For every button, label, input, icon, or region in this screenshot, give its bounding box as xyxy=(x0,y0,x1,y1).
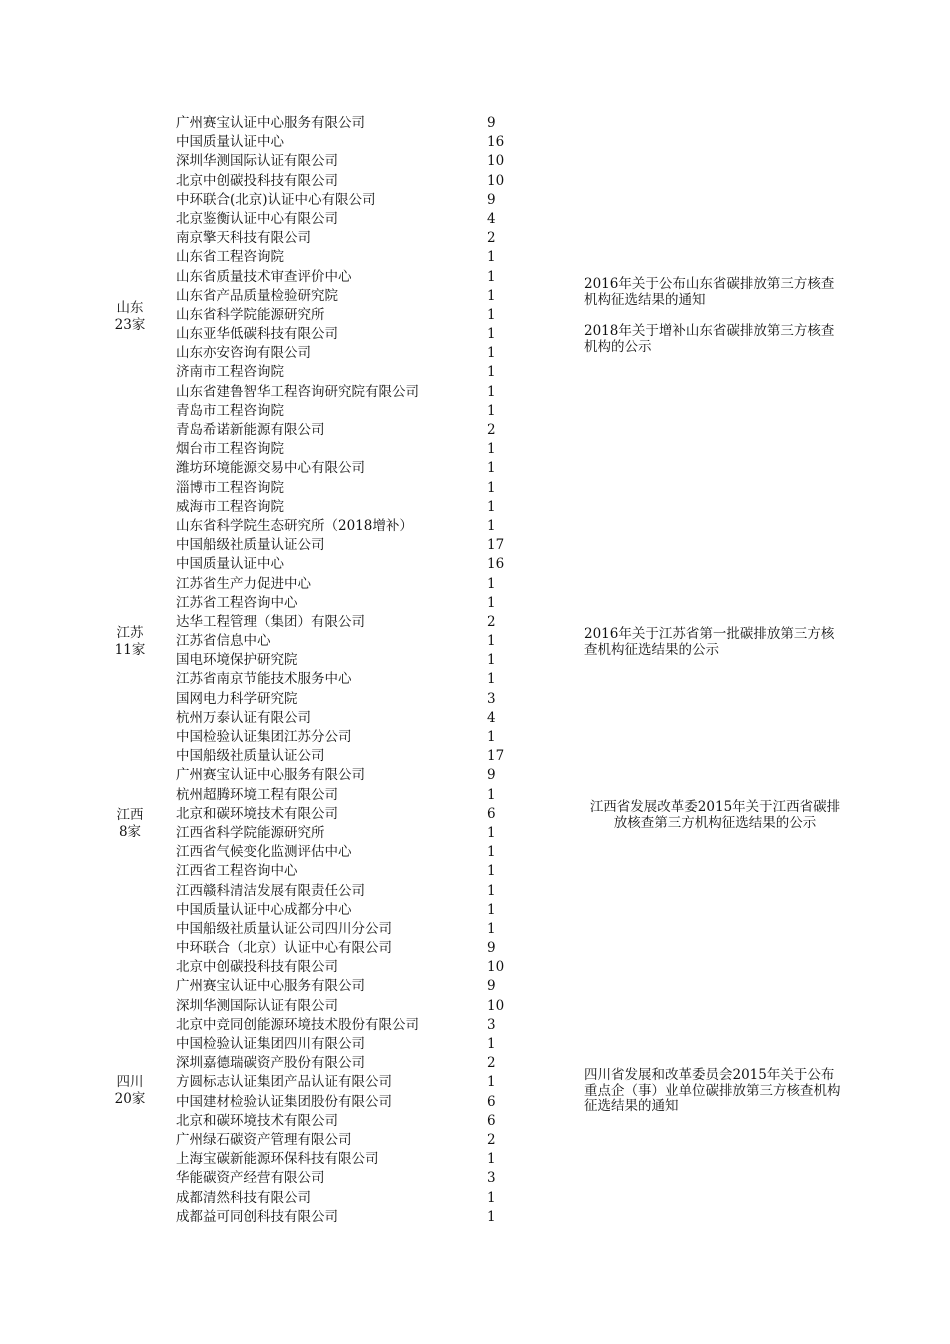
organization-count: 16 xyxy=(487,556,505,573)
table-row xyxy=(0,191,950,210)
organization-count: 1 xyxy=(487,575,496,592)
organization-name: 中国船级社质量认证公司 xyxy=(176,537,325,554)
organization-count: 1 xyxy=(487,383,496,400)
table-row xyxy=(0,1150,950,1169)
organization-name: 江苏省生产力促进中心 xyxy=(176,575,311,592)
table-row xyxy=(0,555,950,574)
organization-count: 2 xyxy=(487,1055,496,1072)
organization-name: 广州绿石碳资产管理有限公司 xyxy=(176,1131,352,1148)
organization-count: 1 xyxy=(487,1036,496,1052)
table-row xyxy=(0,728,950,747)
organization-count: 1 xyxy=(487,306,496,323)
organization-count: 6 xyxy=(487,1093,496,1110)
organization-name: 中环联合（北京）认证中心有限公司 xyxy=(176,940,392,957)
organization-count: 17 xyxy=(487,537,505,554)
organization-name: 江苏省信息中心 xyxy=(176,633,271,650)
organization-count: 1 xyxy=(487,824,496,841)
organization-count: 10 xyxy=(487,959,505,976)
organization-count: 10 xyxy=(487,997,505,1014)
table-row xyxy=(0,977,950,996)
notice-jiangsu-text: 2016年关于江苏省第一批碳排放第三方核查机构征选结果的公示 xyxy=(584,626,835,658)
organization-count: 1 xyxy=(487,863,496,880)
region-count: 20家 xyxy=(114,1091,146,1107)
organization-count: 1 xyxy=(487,460,496,477)
table-row xyxy=(0,517,950,536)
region-name: 江西 xyxy=(116,807,144,823)
organization-name: 济南市工程咨询院 xyxy=(176,364,284,381)
table-row xyxy=(0,1189,950,1208)
table-row xyxy=(0,709,950,728)
organization-name: 威海市工程咨询院 xyxy=(176,498,284,515)
organization-count: 2 xyxy=(487,1131,496,1148)
region-name: 山东 xyxy=(116,300,144,316)
organization-count: 1 xyxy=(487,402,496,419)
organization-count: 9 xyxy=(487,940,496,957)
organization-count: 1 xyxy=(487,249,496,266)
organization-count: 1 xyxy=(487,920,496,937)
organization-name: 北京和碳环境技术有限公司 xyxy=(176,1112,338,1129)
table-row xyxy=(0,997,950,1016)
organization-name: 江西省科学院能源研究所 xyxy=(176,824,325,841)
notice-jiangxi-text: 江西省发展改革委2015年关于江西省碳排放核查第三方机构征选结果的公示 xyxy=(589,799,841,831)
organization-count: 1 xyxy=(487,882,496,899)
organization-name: 杭州万泰认证有限公司 xyxy=(176,709,311,726)
table-row xyxy=(0,402,950,421)
organization-name: 达华工程管理（集团）有限公司 xyxy=(176,613,365,630)
organization-count: 1 xyxy=(487,326,496,343)
table-row xyxy=(0,1131,950,1150)
organization-name: 中国船级社质量认证公司四川分公司 xyxy=(176,920,392,937)
organization-name: 山东省产品质量检验研究院 xyxy=(176,287,338,304)
table-row xyxy=(0,498,950,517)
organization-name: 北京和碳环境技术有限公司 xyxy=(176,805,338,822)
organization-count: 1 xyxy=(487,633,496,650)
organization-name: 中国检验认证集团四川有限公司 xyxy=(176,1036,365,1052)
organization-count: 1 xyxy=(487,1189,496,1206)
table-row xyxy=(0,901,950,920)
organization-name: 中国质量认证中心 xyxy=(176,556,284,573)
organization-count: 1 xyxy=(487,364,496,381)
organization-count: 1 xyxy=(487,1074,496,1091)
organization-count: 1 xyxy=(487,729,496,745)
organization-name: 国网电力科学研究院 xyxy=(176,690,298,707)
notice-jiangxi xyxy=(584,800,846,831)
notice-sichuan-text: 四川省发展和改革委员会2015年关于公布重点企（事）业单位碳排放第三方核查机构征选结果的通知 xyxy=(584,1067,841,1114)
table-row xyxy=(0,1016,950,1035)
table-row xyxy=(0,440,950,459)
organization-count: 1 xyxy=(487,652,496,669)
table-row xyxy=(0,670,950,689)
organization-name: 中国质量认证中心 xyxy=(176,134,284,151)
organization-count: 10 xyxy=(487,153,505,170)
table-row xyxy=(0,690,950,709)
organization-count: 9 xyxy=(487,978,496,995)
organization-count: 1 xyxy=(487,1151,496,1168)
organization-name: 广州赛宝认证中心服务有限公司 xyxy=(176,767,365,784)
organization-name: 深圳华测国际认证有限公司 xyxy=(176,997,338,1014)
organization-name: 烟台市工程咨询院 xyxy=(176,441,284,458)
organization-name: 山东省科学院生态研究所（2018增补） xyxy=(176,517,413,534)
table-row xyxy=(0,958,950,977)
organization-name: 广州赛宝认证中心服务有限公司 xyxy=(176,978,365,995)
organization-count: 2 xyxy=(487,613,496,630)
organization-name: 深圳华测国际认证有限公司 xyxy=(176,153,338,170)
table-row xyxy=(0,421,950,440)
table-row xyxy=(0,229,950,248)
region-label-shandong xyxy=(104,300,156,334)
region-label-jiangxi xyxy=(104,807,156,841)
organization-count: 1 xyxy=(487,517,496,534)
organization-name: 国电环境保护研究院 xyxy=(176,652,298,669)
organization-count: 1 xyxy=(487,1208,496,1225)
organization-count: 4 xyxy=(487,709,496,726)
organization-name: 山东省质量技术审查评价中心 xyxy=(176,268,352,285)
region-label-sichuan xyxy=(104,1074,156,1108)
organization-name: 成都清然科技有限公司 xyxy=(176,1189,311,1206)
organization-name: 中环联合(北京)认证中心有限公司 xyxy=(176,191,376,208)
organization-count: 1 xyxy=(487,901,496,918)
table-row xyxy=(0,133,950,152)
region-count: 11家 xyxy=(114,642,146,658)
notice-shandong-2018: 2018年关于增补山东省碳排放第三方核查机构的公示 xyxy=(584,323,835,355)
table-row xyxy=(0,594,950,613)
table-row xyxy=(0,479,950,498)
organization-name: 山东亦安咨询有限公司 xyxy=(176,345,311,362)
organization-count: 3 xyxy=(487,1016,496,1033)
organization-count: 1 xyxy=(487,844,496,861)
organization-count: 6 xyxy=(487,805,496,822)
organization-count: 4 xyxy=(487,210,496,227)
notice-shandong-2016: 2016年关于公布山东省碳排放第三方核查机构征选结果的通知 xyxy=(584,276,835,308)
organization-count: 1 xyxy=(487,594,496,611)
region-name: 江苏 xyxy=(116,625,144,641)
organization-count: 1 xyxy=(487,498,496,515)
organization-count: 2 xyxy=(487,422,496,438)
organization-count: 2 xyxy=(487,230,496,247)
organization-name: 成都益可同创科技有限公司 xyxy=(176,1208,338,1225)
organization-name: 江西赣科清洁发展有限责任公司 xyxy=(176,882,365,899)
organization-name: 北京中创碳投科技有限公司 xyxy=(176,959,338,976)
table-row xyxy=(0,248,950,267)
organization-name: 山东省建鲁智华工程咨询研究院有限公司 xyxy=(176,383,419,400)
organization-name: 山东省工程咨询院 xyxy=(176,249,284,266)
table-row xyxy=(0,575,950,594)
region-count: 23家 xyxy=(114,317,146,333)
region-count: 8家 xyxy=(118,824,142,840)
organization-count: 9 xyxy=(487,767,496,784)
table-row xyxy=(0,1112,950,1131)
notice-shandong xyxy=(584,277,846,355)
organization-name: 深圳嘉德瑞碳资产股份有限公司 xyxy=(176,1055,365,1072)
table-row xyxy=(0,172,950,191)
organization-count: 1 xyxy=(487,479,496,496)
region-label-jiangsu xyxy=(104,625,156,659)
table-row xyxy=(0,939,950,958)
organization-count: 1 xyxy=(487,786,496,803)
table-row xyxy=(0,459,950,478)
notice-jiangsu xyxy=(584,627,846,658)
organization-name: 杭州超腾环境工程有限公司 xyxy=(176,786,338,803)
organization-name: 山东省科学院能源研究所 xyxy=(176,306,325,323)
table-row xyxy=(0,766,950,785)
organization-count: 9 xyxy=(487,115,496,131)
organization-name: 潍坊环境能源交易中心有限公司 xyxy=(176,460,365,477)
organization-count: 16 xyxy=(487,134,505,151)
notice-sichuan xyxy=(584,1068,846,1115)
organization-count: 17 xyxy=(487,748,505,765)
table-row xyxy=(0,843,950,862)
table-row xyxy=(0,152,950,171)
organization-name: 中国船级社质量认证公司 xyxy=(176,748,325,765)
table-row xyxy=(0,920,950,939)
organization-name: 江苏省南京节能技术服务中心 xyxy=(176,671,352,688)
organization-name: 南京擎天科技有限公司 xyxy=(176,230,311,247)
organization-name: 中国质量认证中心成都分中心 xyxy=(176,901,352,918)
table-row xyxy=(0,383,950,402)
organization-name: 江西省气候变化监测评估中心 xyxy=(176,844,352,861)
table-row xyxy=(0,536,950,555)
organization-count: 1 xyxy=(487,268,496,285)
organization-name: 北京中创碳投科技有限公司 xyxy=(176,172,338,189)
table-row xyxy=(0,1169,950,1188)
organization-name: 青岛希诺新能源有限公司 xyxy=(176,422,325,438)
organization-name: 山东亚华低碳科技有限公司 xyxy=(176,326,338,343)
organization-name: 北京中竞同创能源环境技术股份有限公司 xyxy=(176,1016,419,1033)
organization-name: 上海宝碳新能源环保科技有限公司 xyxy=(176,1151,379,1168)
organization-name: 方圆标志认证集团产品认证有限公司 xyxy=(176,1074,392,1091)
organization-count: 6 xyxy=(487,1112,496,1129)
table-row xyxy=(0,747,950,766)
organization-count: 1 xyxy=(487,287,496,304)
organization-name: 广州赛宝认证中心服务有限公司 xyxy=(176,115,365,131)
table-row xyxy=(0,882,950,901)
organization-name: 中国建材检验认证集团股份有限公司 xyxy=(176,1093,392,1110)
organization-count: 3 xyxy=(487,690,496,707)
organization-count: 1 xyxy=(487,441,496,458)
table-row xyxy=(0,1035,950,1054)
organization-count: 1 xyxy=(487,345,496,362)
organization-count: 10 xyxy=(487,172,505,189)
table-row xyxy=(0,363,950,382)
table-row xyxy=(0,1208,950,1227)
region-name: 四川 xyxy=(116,1074,144,1090)
organization-name: 中国检验认证集团江苏分公司 xyxy=(176,729,352,745)
organization-count: 9 xyxy=(487,191,496,208)
table-row xyxy=(0,114,950,133)
organization-name: 江西省工程咨询中心 xyxy=(176,863,298,880)
organization-name: 江苏省工程咨询中心 xyxy=(176,594,298,611)
organization-count: 1 xyxy=(487,671,496,688)
organization-name: 淄博市工程咨询院 xyxy=(176,479,284,496)
table-row xyxy=(0,862,950,881)
organization-name: 青岛市工程咨询院 xyxy=(176,402,284,419)
table-row xyxy=(0,210,950,229)
organization-name: 华能碳资产经营有限公司 xyxy=(176,1170,325,1187)
organization-name: 北京鉴衡认证中心有限公司 xyxy=(176,210,338,227)
organization-count: 3 xyxy=(487,1170,496,1187)
